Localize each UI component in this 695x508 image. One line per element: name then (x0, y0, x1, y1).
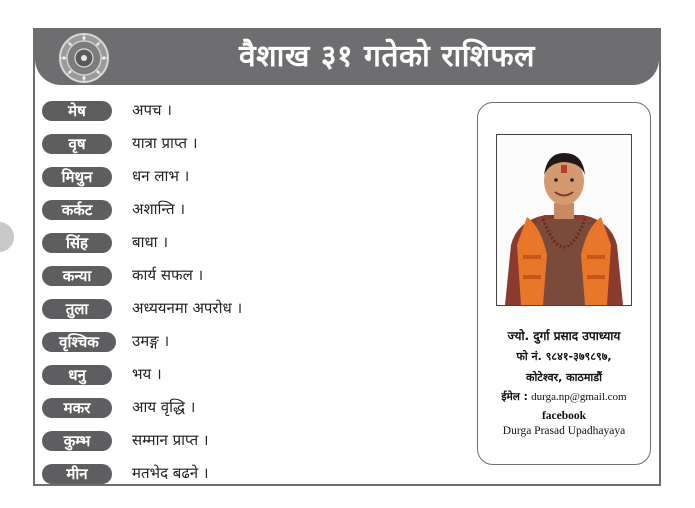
sign-badge-meen: मीन (42, 464, 112, 484)
astrologer-portrait-image (497, 135, 631, 305)
sign-badge-vrishchik: वृश्चिक (42, 332, 116, 352)
horoscope-row-kumbha (42, 424, 462, 457)
email-label: ईमेल : (501, 391, 528, 403)
prediction-karkat: अशान्ति । (132, 200, 186, 218)
header-banner (35, 30, 659, 85)
page-edge-tab (0, 222, 14, 252)
prediction-vrishchik: उमङ्ग । (132, 332, 170, 350)
sign-badge-karkat: कर्कट (42, 200, 112, 220)
prediction-tula: अध्ययनमा अपरोध । (132, 299, 243, 317)
horoscope-row-vrishchik (42, 325, 462, 358)
sign-badge-kumbha: कुम्भ (42, 431, 112, 451)
astrologer-name: ज्यो. दुर्गा प्रसाद उपाध्याय (507, 329, 621, 343)
horoscope-row-meen (42, 457, 462, 490)
sign-badge-mesh: मेष (42, 101, 112, 121)
facebook-name: Durga Prasad Upadhayaya (502, 425, 626, 437)
horoscope-row-tula (42, 292, 462, 325)
prediction-dhanu: भय । (132, 365, 162, 383)
sign-badge-tula: तुला (42, 299, 112, 319)
horoscope-card (33, 28, 661, 486)
prediction-makar: आय वृद्धि । (132, 398, 196, 416)
prediction-mesh: अपच । (132, 101, 172, 119)
horoscope-row-kanya (42, 259, 462, 292)
prediction-kanya: कार्य सफल । (132, 266, 204, 284)
horoscope-list (42, 94, 462, 490)
astrologer-address: कोटेश्वर, काठमाडौं (526, 371, 602, 384)
horoscope-row-karkat (42, 193, 462, 226)
email-value: durga.np@gmail.com (531, 391, 627, 403)
zodiac-wheel-icon (58, 32, 110, 84)
sign-badge-makar: मकर (42, 398, 112, 418)
sign-badge-simha: सिंह (42, 233, 112, 253)
sign-badge-vrish: वृष (42, 134, 112, 154)
sign-badge-kanya: कन्या (42, 266, 112, 286)
horoscope-row-mesh (42, 94, 462, 127)
astrologer-profile (477, 102, 651, 465)
astrologer-phone: फो नं. ९८४१-३७९८९७, (516, 350, 612, 363)
facebook-label: facebook (541, 410, 587, 422)
horoscope-row-dhanu (42, 358, 462, 391)
prediction-kumbha: सम्मान प्राप्त । (132, 431, 209, 449)
sign-badge-dhanu: धनु (42, 365, 112, 385)
prediction-simha: बाधा । (132, 233, 169, 251)
horoscope-row-simha (42, 226, 462, 259)
sign-badge-mithun: मिथुन (42, 167, 112, 187)
email-line (478, 390, 650, 404)
prediction-vrish: यात्रा प्राप्त । (132, 134, 198, 152)
page-title: वैशाख ३१ गतेको राशिफल (239, 39, 535, 74)
horoscope-row-makar (42, 391, 462, 424)
prediction-meen: मतभेद बढने । (132, 464, 209, 482)
horoscope-row-vrish (42, 127, 462, 160)
astrologer-photo (496, 134, 632, 306)
horoscope-row-mithun (42, 160, 462, 193)
prediction-mithun: धन लाभ । (132, 167, 190, 185)
